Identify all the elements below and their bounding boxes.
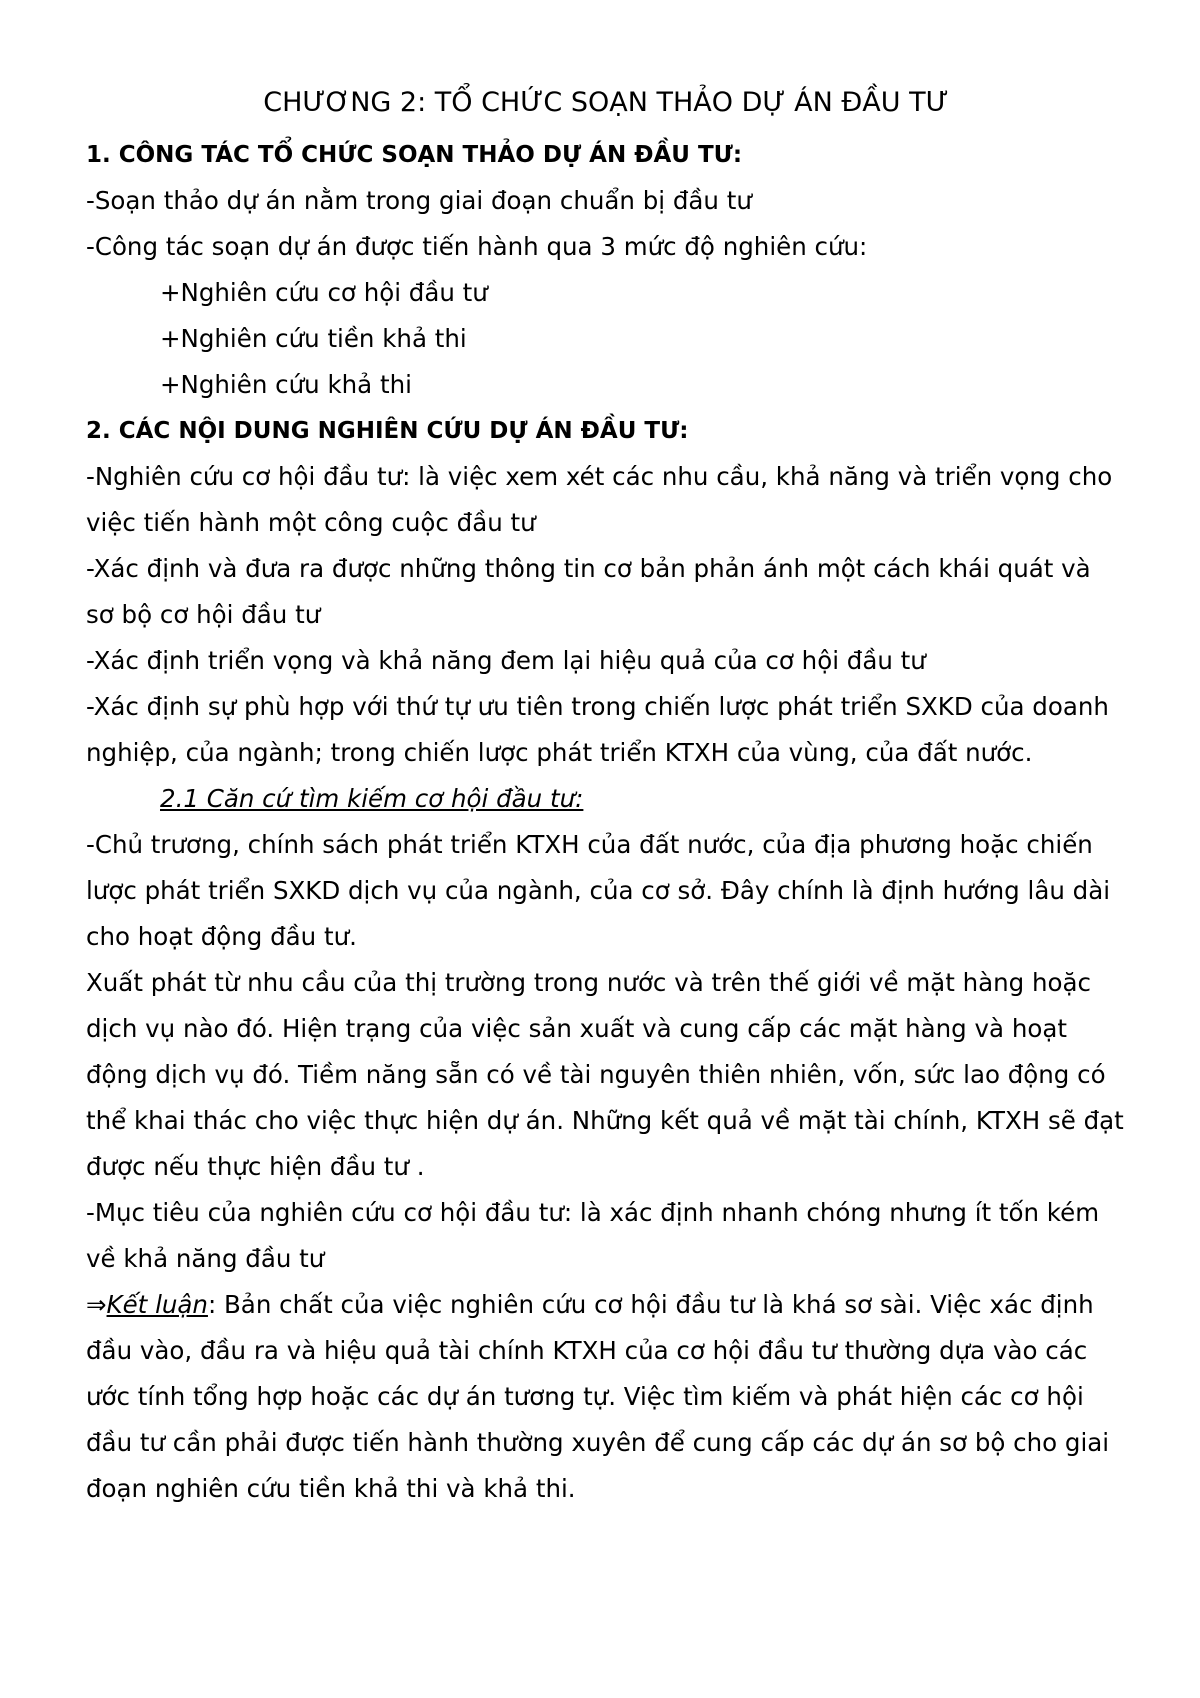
paragraph: -Công tác soạn dự án được tiến hành qua 3 mức độ nghiên cứu: xyxy=(86,232,868,261)
section-2-heading: 2. CÁC NỘI DUNG NGHIÊN CỨU DỰ ÁN ĐẦU TƯ: xyxy=(86,418,689,444)
document-page xyxy=(86,78,1126,1512)
conclusion-text: : Bản chất của việc nghiên cứu cơ hội đầu tư là khá sơ sài. Việc xác định đầu vào, đầu ra và hiệu quả tài chính KTXH của cơ hội đầu tư thường dựa vào các ước tính tổng hợp hoặc các dự án tương tự. Việc tìm kiếm và phát hiện các cơ hội đầu tư cần phải được tiến hành thường xuyên để cung cấp các dự án sơ bộ cho giai đoạn nghiên cứu tiền khả thi và khả thi. xyxy=(86,1290,1110,1503)
paragraph: -Chủ trương, chính sách phát triển KTXH của đất nước, của địa phương hoặc chiến lược phát triển SXKD dịch vụ của ngành, của cơ sở. Đây chính là định hướng lâu dài cho hoạt động đầu tư. xyxy=(86,830,1111,951)
section-1-heading: 1. CÔNG TÁC TỔ CHỨC SOẠN THẢO DỰ ÁN ĐẦU TƯ: xyxy=(86,142,743,168)
list-item: +Nghiên cứu tiền khả thi xyxy=(160,324,467,353)
conclusion-arrow: ⇒ xyxy=(86,1290,107,1319)
paragraph: -Xác định triển vọng và khả năng đem lại hiệu quả của cơ hội đầu tư xyxy=(86,646,926,675)
paragraph: -Nghiên cứu cơ hội đầu tư: là việc xem xét các nhu cầu, khả năng và triển vọng cho việc tiến hành một công cuộc đầu tư xyxy=(86,462,1113,537)
conclusion-paragraph xyxy=(86,1282,1126,1512)
list-item: +Nghiên cứu khả thi xyxy=(160,370,412,399)
conclusion-label: Kết luận xyxy=(106,1290,208,1319)
paragraph: -Mục tiêu của nghiên cứu cơ hội đầu tư: là xác định nhanh chóng nhưng ít tốn kém về khả năng đầu tư xyxy=(86,1198,1100,1273)
chapter-title: CHƯƠNG 2: TỔ CHỨC SOẠN THẢO DỰ ÁN ĐẦU TƯ xyxy=(263,87,949,118)
paragraph: -Xác định và đưa ra được những thông tin cơ bản phản ánh một cách khái quát và sơ bộ cơ hội đầu tư xyxy=(86,554,1091,629)
paragraph: -Soạn thảo dự án nằm trong giai đoạn chuẩn bị đầu tư xyxy=(86,186,752,215)
section-2-1-heading: 2.1 Căn cứ tìm kiếm cơ hội đầu tư: xyxy=(160,784,584,813)
paragraph: -Xác định sự phù hợp với thứ tự ưu tiên trong chiến lược phát triển SXKD của doanh nghiệp, của ngành; trong chiến lược phát triển KTXH của vùng, của đất nước. xyxy=(86,692,1109,767)
list-item: +Nghiên cứu cơ hội đầu tư xyxy=(160,278,488,307)
paragraph: Xuất phát từ nhu cầu của thị trường trong nước và trên thế giới về mặt hàng hoặc dịch vụ nào đó. Hiện trạng của việc sản xuất và cung cấp các mặt hàng và hoạt động dịch vụ đó. Tiềm năng sẵn có về tài nguyên thiên nhiên, vốn, sức lao động có thể khai thác cho việc thực hiện dự án. Những kết quả về mặt tài chính, KTXH sẽ đạt được nếu thực hiện đầu tư . xyxy=(86,968,1124,1181)
